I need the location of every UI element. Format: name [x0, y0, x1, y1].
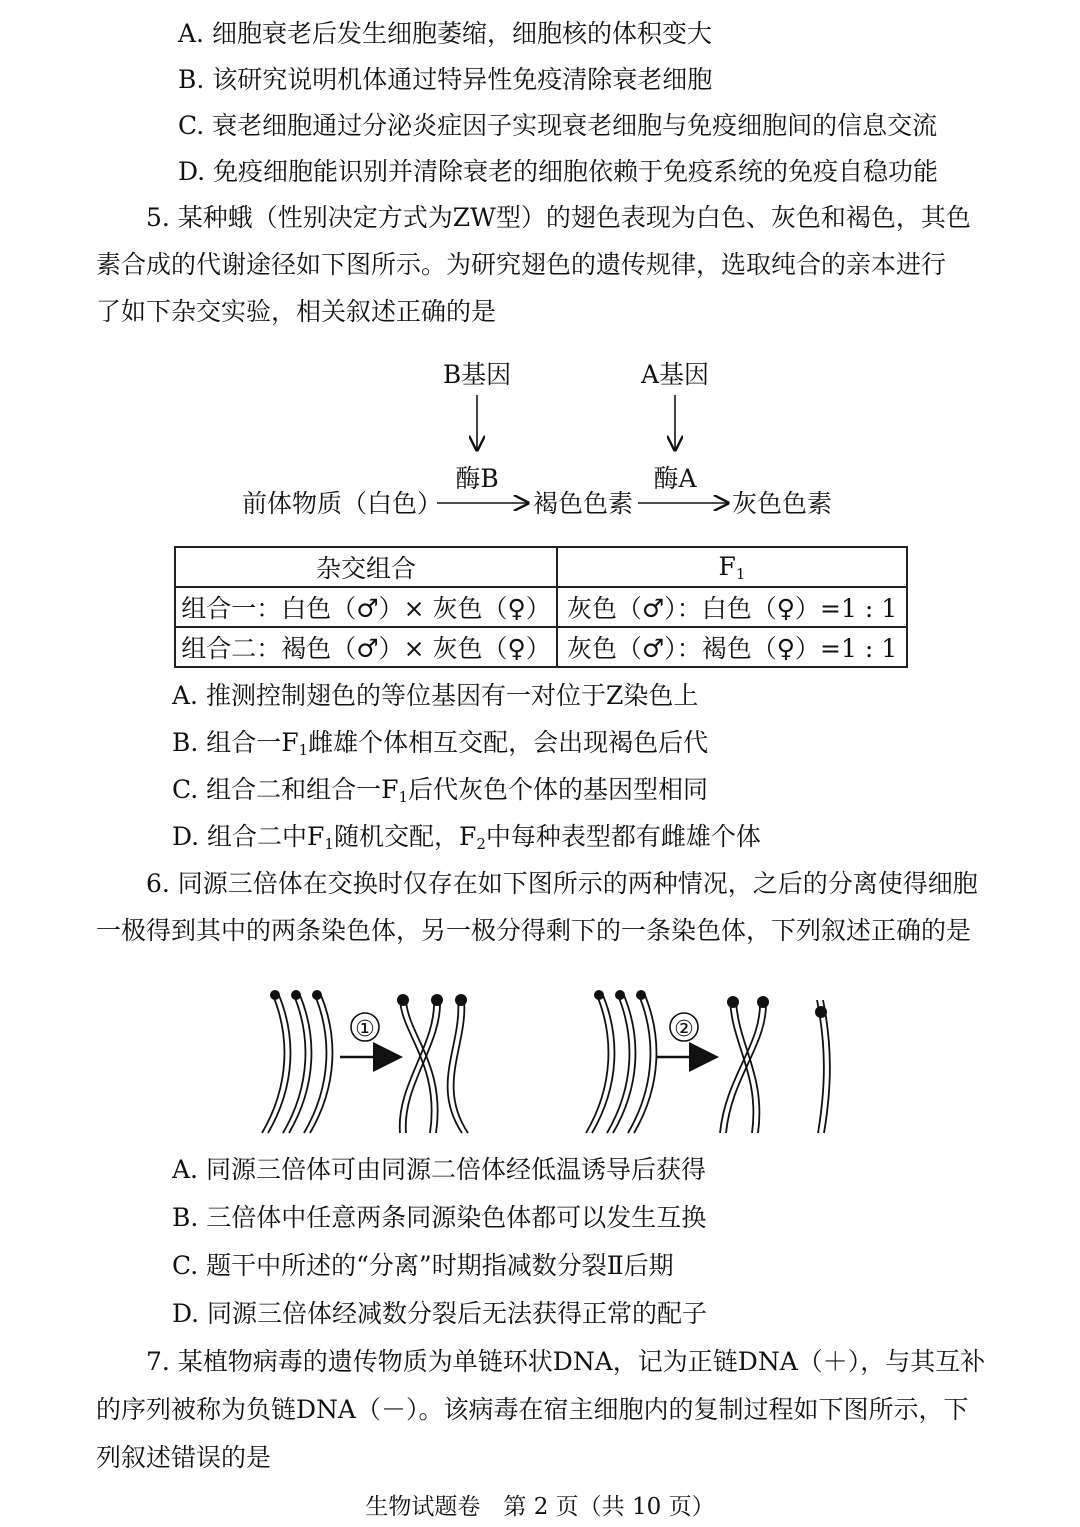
q5-option-b: B. 组合一$F_1$雌雄个体相互交配，会出现褐色后代 — [172, 728, 709, 759]
brown-pigment-label: 褐色色素 — [533, 489, 634, 518]
q6-option-b: B. 三倍体中任意两条同源染色体都可以发生互换 — [172, 1203, 707, 1232]
q4-option-c: C. 衰老细胞通过分泌炎症因子实现衰老细胞与免疫细胞间的信息交流 — [178, 111, 938, 140]
page-footer: 生物试题卷 第 2 页（共 10 页） — [365, 1494, 715, 1520]
enzyme-b-label: 酶B — [455, 464, 499, 493]
q4-option-a: A. 细胞衰老后发生细胞萎缩，细胞核的体积变大 — [178, 19, 712, 48]
gene-b-label: B基因 — [442, 360, 512, 389]
step-label-1: ① — [355, 1017, 375, 1042]
q5-stem-line-3: 了如下杂交实验，相关叙述正确的是 — [96, 297, 497, 326]
header-f1: $F_1$ — [557, 547, 907, 587]
gray-pigment-label: 灰色色素 — [732, 489, 833, 518]
q4-option-d: D. 免疫细胞能识别并清除衰老的细胞依赖于免疫系统的免疫自稳功能 — [178, 157, 939, 186]
cross-table — [174, 546, 908, 668]
q6-option-c: C. 题干中所述的“分离”时期指减数分裂Ⅱ后期 — [172, 1251, 674, 1280]
q7-stem-line-2: 的序列被称为负链DNA（－）。该病毒在宿主细胞内的复制过程如下图所示，下 — [96, 1395, 969, 1424]
trivalent-after-2 — [720, 1000, 830, 1133]
q7-stem-line-3: 列叙述错误的是 — [96, 1443, 272, 1472]
table-row — [175, 587, 907, 627]
q5-option-d: D. 组合二中$F_1$随机交配，$F_2$中每种表型都有雌雄个体 — [172, 822, 761, 853]
chromosome-crossover-figure — [0, 975, 1080, 1140]
q6-stem-line-1: 6. 同源三倍体在交换时仅存在如下图所示的两种情况，之后的分离使得细胞 — [146, 869, 978, 898]
result-cell-2: 灰色（♂）：褐色（♀）=1 : 1 — [557, 627, 907, 667]
q6-option-d: D. 同源三倍体经减数分裂后无法获得正常的配子 — [172, 1299, 708, 1328]
cross-cell-1: 组合一：白色（♂）× 灰色（♀） — [175, 587, 557, 627]
pigment-pathway-diagram — [0, 350, 1080, 530]
q6-option-a: A. 同源三倍体可由同源二倍体经低温诱导后获得 — [172, 1155, 706, 1184]
q6-stem-line-2: 一极得到其中的两条染色体，另一极分得剩下的一条染色体，下列叙述正确的是 — [96, 916, 972, 945]
table-header-row — [175, 547, 907, 587]
enzyme-a-label: 酶A — [653, 464, 697, 493]
step-label-2: ② — [674, 1017, 694, 1042]
q5-option-a: A. 推测控制翅色的等位基因有一对位于Z染色上 — [172, 681, 699, 710]
q5-stem-line-2: 素合成的代谢途径如下图所示。为研究翅色的遗传规律，选取纯合的亲本进行 — [96, 250, 947, 279]
gene-a-label: A基因 — [640, 360, 710, 389]
q5-stem-line-1: 5. 某种蛾（性别决定方式为ZW型）的翅色表现为白色、灰色和褐色，其色 — [146, 203, 971, 232]
result-cell-1: 灰色（♂）：白色（♀）=1 : 1 — [557, 587, 907, 627]
table-row — [175, 627, 907, 667]
trivalent-after-1 — [400, 1000, 468, 1133]
q5-option-c: C. 组合二和组合一$F_1$后代灰色个体的基因型相同 — [172, 775, 709, 806]
q4-option-b: B. 该研究说明机体通过特异性免疫清除衰老细胞 — [178, 65, 713, 94]
trivalent-before-1 — [262, 993, 332, 1133]
q7-stem-line-1: 7. 某植物病毒的遗传物质为单链环状DNA，记为正链DNA（＋），与其互补 — [146, 1347, 986, 1376]
header-cross: 杂交组合 — [175, 547, 557, 587]
precursor-label: 前体物质（白色） — [242, 489, 443, 518]
cross-cell-2: 组合二：褐色（♂）× 灰色（♀） — [175, 627, 557, 667]
trivalent-before-2 — [586, 993, 656, 1133]
